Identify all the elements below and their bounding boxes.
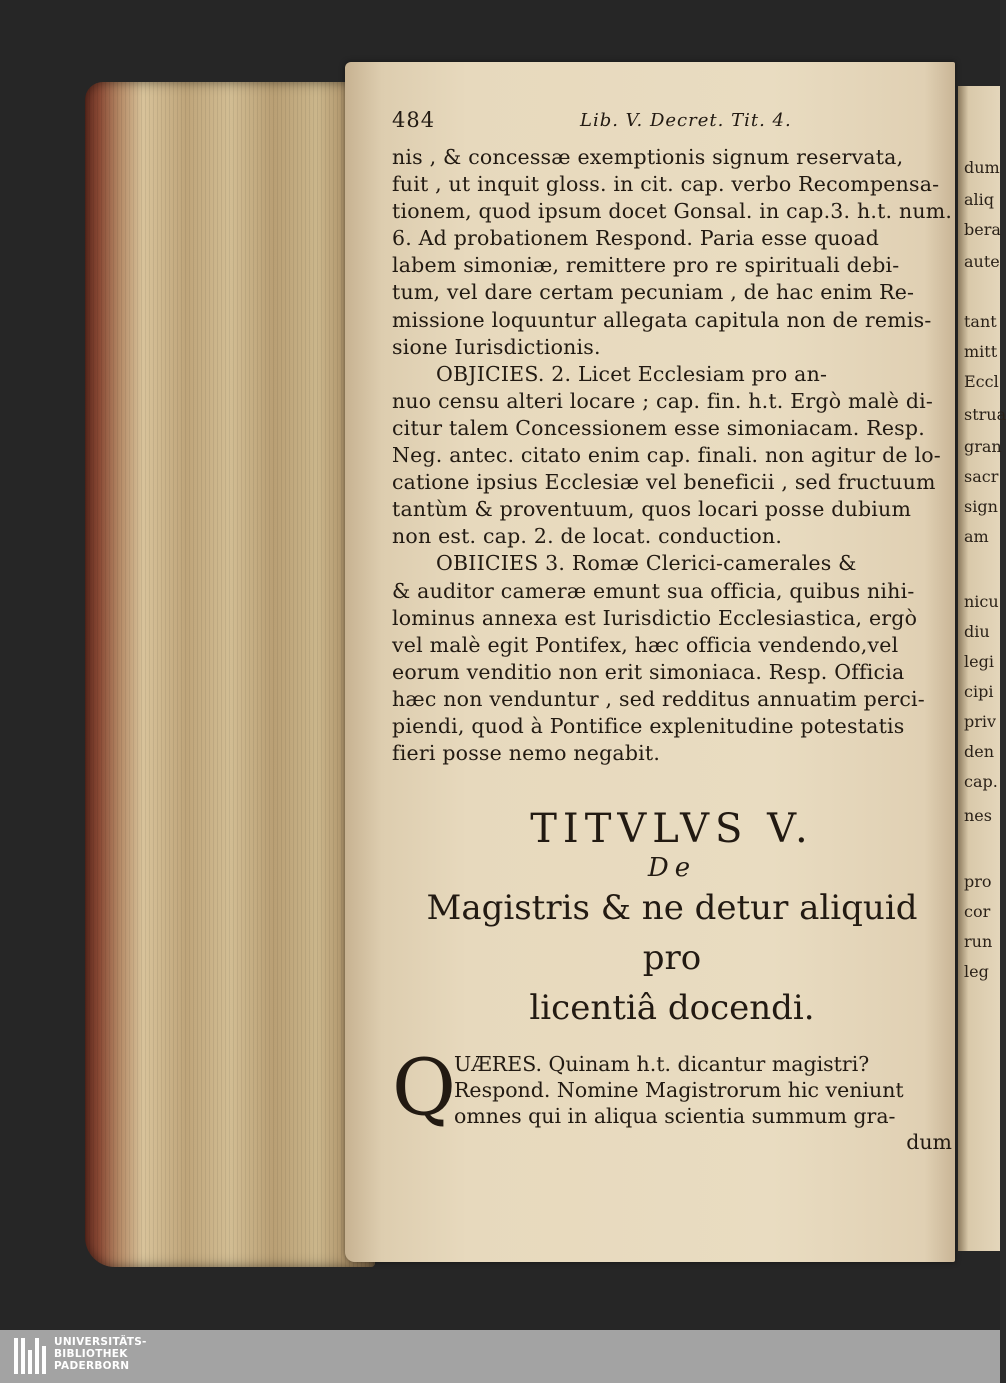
body-line: tantùm & proventuum, quos locari posse dubium bbox=[392, 497, 912, 522]
drop-cap: Q bbox=[392, 1043, 456, 1134]
facing-page-fragment: leg bbox=[964, 962, 989, 981]
facing-page-fragment: cipi bbox=[964, 682, 994, 701]
body-line: OBIICIES 3. Romæ Clerici-camerales & bbox=[436, 551, 857, 576]
facing-page-fragment: nicu bbox=[964, 592, 999, 611]
body-line: fieri posse nemo negabit. bbox=[392, 741, 661, 766]
body-line: catione ipsius Ecclesiæ vel beneficii , sed fructuum bbox=[392, 470, 936, 495]
heading-line-2: licentiâ docendi. bbox=[529, 988, 815, 1029]
body-line: nuo censu alteri locare ; cap. fin. h.t. Ergò malè di- bbox=[392, 388, 934, 413]
book-page-edges bbox=[85, 82, 375, 1267]
page-text bbox=[392, 104, 958, 1155]
facing-page-fragment: cap. bbox=[964, 772, 998, 791]
titulus-heading: TITVLVS V. bbox=[530, 806, 814, 853]
body-line: piendi, quod à Pontifice explenitudine potestatis bbox=[392, 713, 905, 738]
body-line: Neg. antec. citato enim cap. finali. non agitur de lo- bbox=[392, 443, 941, 468]
body-line: 6. Ad probationem Respond. Paria esse quoad bbox=[392, 226, 880, 251]
body-line: vel malè egit Pontifex, hæc officia vendendo,vel bbox=[392, 632, 899, 657]
facing-page-fragment: gran bbox=[964, 437, 1002, 456]
body-line: fuit , ut inquit gloss. in cit. cap. verbo Recompensa- bbox=[392, 172, 940, 197]
body-line: non est. cap. 2. de locat. conduction. bbox=[392, 524, 783, 549]
quaeres-line-1: UÆRES. Quinam h.t. dicantur magistri? bbox=[454, 1052, 870, 1077]
body-line: eorum venditio non erit simoniaca. Resp. Officia bbox=[392, 659, 905, 684]
body-line: hæc non venduntur , sed redditus annuatim perci- bbox=[392, 686, 925, 711]
facing-page-fragment: tant bbox=[964, 312, 997, 331]
library-logo-icon bbox=[14, 1338, 48, 1374]
facing-page-fragment: dum bbox=[964, 158, 1000, 177]
facing-page-fragment: am bbox=[964, 527, 989, 546]
quaeres-line-3: omnes qui in aliqua scientia summum gra- bbox=[454, 1104, 896, 1129]
body-line: missione loquuntur allegata capitula non de remis- bbox=[392, 307, 932, 332]
footer-bar bbox=[0, 1330, 1000, 1383]
logo-line-2: BIBLIOTHEK bbox=[54, 1348, 128, 1360]
facing-page-fragment: aute bbox=[964, 252, 1000, 271]
facing-page-fragment: nes bbox=[964, 806, 992, 825]
facing-page-fragment: aliq bbox=[964, 190, 995, 209]
facing-page-fragment: run bbox=[964, 932, 993, 951]
body-line: citur talem Concessionem esse simoniacam. Resp. bbox=[392, 415, 925, 440]
library-logo-text bbox=[54, 1336, 147, 1372]
heading-line-1: Magistris & ne detur aliquid pro bbox=[426, 888, 918, 979]
facing-page-fragment: priv bbox=[964, 712, 997, 731]
catchword: dum bbox=[906, 1130, 952, 1155]
facing-page-fragment: legi bbox=[964, 652, 994, 671]
facing-page-fragment: mitt bbox=[964, 342, 998, 361]
facing-page-fragment: bera bbox=[964, 220, 1001, 239]
body-line: tum, vel dare certam pecuniam , de hac enim Re- bbox=[392, 280, 915, 305]
facing-page-fragment: sacr bbox=[964, 467, 999, 486]
body-line: nis , & concessæ exemptionis signum reservata, bbox=[392, 145, 904, 169]
facing-page-fragment: diu bbox=[964, 622, 990, 641]
logo-line-1: UNIVERSITÄTS- bbox=[54, 1336, 147, 1348]
body-line: & auditor cameræ emunt sua officia, quibus nihi- bbox=[392, 578, 915, 603]
title-block bbox=[392, 805, 952, 1033]
body-line: tionem, quod ipsum docet Gonsal. in cap.3. h.t. num. bbox=[392, 199, 953, 224]
quaeres-line-2: Respond. Nomine Magistrorum hic veniunt bbox=[454, 1078, 904, 1103]
facing-page-fragment: strua bbox=[964, 405, 1006, 424]
facing-page-fragment: den bbox=[964, 742, 995, 761]
body-line: sione Iurisdictionis. bbox=[392, 334, 601, 359]
facing-page-fragment: cor bbox=[964, 902, 991, 921]
body-line: labem simoniæ, remittere pro re spirituali debi- bbox=[392, 253, 900, 278]
facing-page-fragment: sign bbox=[964, 497, 998, 516]
de-label: De bbox=[647, 853, 697, 884]
logo-line-3: PADERBORN bbox=[54, 1360, 130, 1372]
quaeres-paragraph bbox=[392, 1043, 958, 1155]
body-line: OBJICIES. 2. Licet Ecclesiam pro an- bbox=[436, 361, 828, 386]
page-number: 484 bbox=[392, 108, 436, 132]
running-title: Lib. V. Decret. Tit. 4. bbox=[580, 110, 792, 131]
body-text bbox=[392, 144, 958, 767]
running-head bbox=[392, 104, 958, 144]
body-line: lominus annexa est Iurisdictio Ecclesiastica, ergò bbox=[392, 605, 918, 630]
facing-page-fragment: pro bbox=[964, 872, 992, 891]
facing-page-fragment: Eccl bbox=[964, 372, 999, 391]
